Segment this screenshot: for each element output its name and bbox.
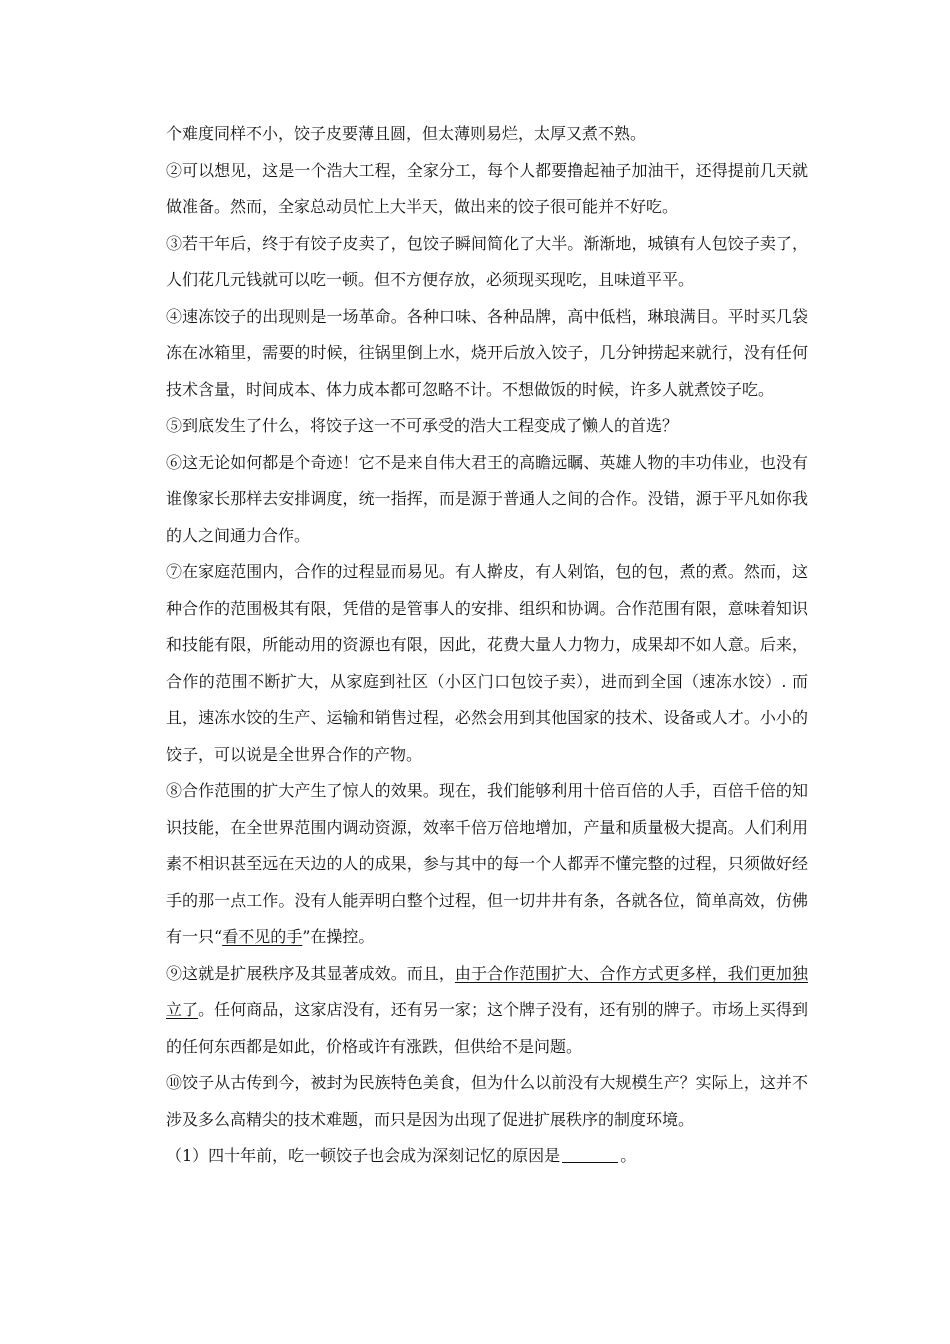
paragraph-7: ⑦在家庭范围内，合作的过程显而易见。有人擀皮，有人剁馅，包的包，煮的煮。然而，这种合作的范围极其有限，凭借的是管事人的安排、组织和协调。合作范围有限，意味着知识和技能有限，所能动用的资源也有限，因此，花费大量人力物力，成果却不如人意。后来，合作的范围不断扩大，从家庭到社区（小区门口包饺子卖），进而到全国（速冻水饺）. 而且，速冻水饺的生产、运输和销售过程，必然会用到其他国家的技术、设备或人才。小小的饺子，可以说是全世界合作的产物。 — [166, 562, 808, 764]
paragraph-8 — [166, 773, 808, 956]
answer-blank[interactable] — [562, 1146, 618, 1163]
paragraph-2: ②可以想见，这是一个浩大工程，全家分工，每个人都要撸起袖子加油干，还得提前几天就做准备。然而，全家总动员忙上大半天，做出来的饺子很可能并不好吃。 — [166, 160, 808, 216]
paragraph-4: ④速冻饺子的出现则是一场革命。各种口味、各种品牌，高中低档，琳琅满目。平时买几袋冻在冰箱里，需要的时候，往锅里倒上水，烧开后放入饺子，几分钟捞起来就行，没有任何技术含量，时间成本、体力成本都可忽略不计。不想做饭的时候，许多人就煮饺子吃。 — [166, 306, 808, 399]
paragraph-5: ⑤到底发生了什么，将饺子这一不可承受的浩大工程变成了懒人的首选？ — [166, 416, 679, 435]
document-page — [166, 116, 808, 1175]
question-1 — [166, 1138, 808, 1175]
paragraph-9-text: ⑨这就是扩展秩序及其显著成效。而且， — [166, 963, 455, 983]
paragraph-10: ⑩饺子从古传到今，被封为民族特色美食，但为什么以前没有大规模生产？实际上，这并不涉及多么高精尖的技术难题，而只是因为出现了促进扩展秩序的制度环境。 — [166, 1073, 808, 1129]
paragraph-8-end: ”在操控。 — [302, 927, 375, 946]
underlined-phrase-invisible-hand: 看不见的手 — [222, 927, 303, 946]
paragraph-8-text: ⑧合作范围的扩大产生了惊人的效果。现在，我们能够利用十倍百倍的人手，百倍千倍的知识技能，在全世界范围内调动资源，效率千倍万倍地增加，产量和质量极大提高。人们利用素不相识甚至远在天边的人的成果，参与其中的每一个人都弄不懂完整的过程，只须做好经手的那一点工作。没有人能弄明白整个过程，但一切井井有条，各就各位，简单高效，仿佛有一只“ — [166, 781, 808, 946]
paragraph-continued: 个难度同样不小，饺子皮要薄且圆，但太薄则易烂，太厚又煮不熟。 — [166, 124, 647, 143]
paragraph-3: ③若干年后，终于有饺子皮卖了，包饺子瞬间简化了大半。渐渐地，城镇有人包饺子卖了，人们花几元钱就可以吃一顿。但不方便存放，必须现买现吃，且味道平平。 — [166, 233, 808, 289]
question-1-text: （1）四十年前，吃一顿饺子也会成为深刻记忆的原因是 — [166, 1146, 561, 1165]
underlined-sentence: 由于合作范围扩大、合作方式更多样，我们更加独立了 — [166, 963, 808, 1019]
paragraph-6: ⑥这无论如何都是个奇迹！它不是来自伟大君王的高瞻远瞩、英雄人物的丰功伟业，也没有谁像家长那样去安排调度，统一指挥，而是源于普通人之间的合作。没错，源于平凡如你我的人之间通力合作。 — [166, 452, 808, 545]
paragraph-9 — [166, 956, 808, 1066]
question-1-end: 。 — [620, 1146, 637, 1165]
paragraph-9-end: 。任何商品，这家店没有，还有另一家；这个牌子没有，还有别的牌子。市场上买得到的任何东西都是如此，价格或许有涨跌，但供给不是问题。 — [166, 1000, 808, 1056]
